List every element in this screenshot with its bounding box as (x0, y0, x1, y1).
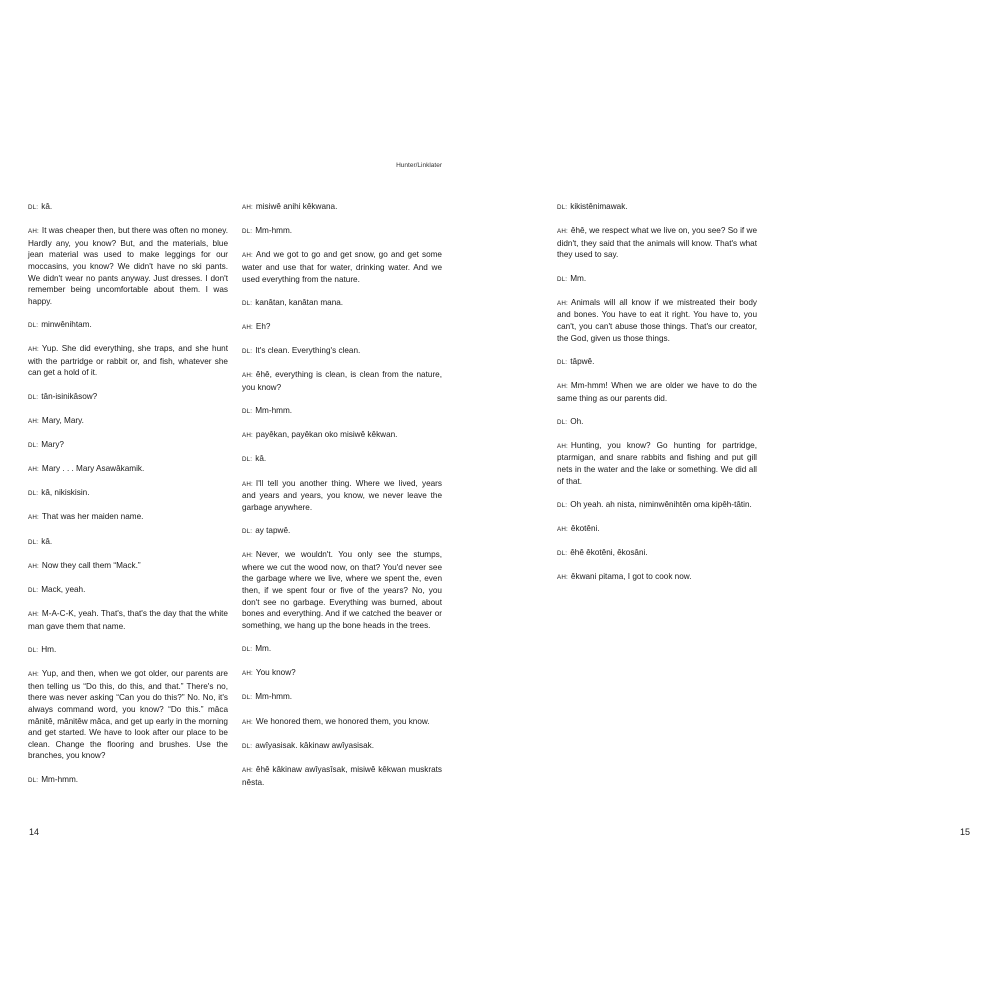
speaker-label: AH: (28, 466, 39, 474)
transcript-paragraph (242, 321, 442, 334)
speaker-label: DL: (557, 418, 568, 426)
speaker-label: DL: (557, 275, 568, 283)
transcript-paragraph (242, 525, 442, 538)
speaker-label: AH: (28, 671, 39, 679)
speaker-label: DL: (557, 550, 568, 558)
transcript-paragraph (242, 478, 442, 514)
transcript-paragraph (28, 644, 228, 657)
transcript-column-middle (242, 201, 442, 800)
transcript-paragraph (242, 691, 442, 704)
utterance-text: Mm. (570, 273, 587, 283)
transcript-paragraph (28, 511, 228, 524)
speaker-label: AH: (242, 204, 253, 211)
utterance-text: That was her maiden name. (41, 512, 144, 522)
speaker-label: AH: (242, 766, 253, 774)
speaker-label: DL: (557, 501, 568, 509)
speaker-label: DL: (28, 646, 39, 654)
speaker-label: DL: (242, 348, 253, 356)
transcript-paragraph (28, 319, 228, 332)
utterance-text: It was cheaper then, but there was often no money. Hardly any, you know? But, and the materials, blue jean material was used to make leggings for our moccasins, you know? We didn't have no ski pants. We didn't wear no pants anyway. Just dresses. I don't remember being uncomfortable about them. I was happy. (28, 226, 228, 306)
speaker-label: AH: (242, 670, 253, 678)
transcript-paragraph (557, 416, 757, 429)
utterance-text: Yup, and then, when we got older, our parents are then telling us “Do this, do this, and that.” There's no, there was never asking “Can you do this?” No. No, it's always command word, you know? “Do this.” mâca mânitê, mânitêw mâca, and get up early in the morning and get started. We have to look after our place to be clean. Change the flooring and brushes. Use the branches, you know? (28, 669, 228, 761)
utterance-text: êhê êkotêni, êkosâni. (570, 548, 648, 558)
utterance-text: M-A-C-K, yeah. That's, that's the day that the white man gave them that name. (28, 609, 228, 631)
speaker-label: DL: (557, 204, 568, 211)
speaker-label: DL: (242, 645, 253, 653)
speaker-label: DL: (242, 299, 253, 307)
utterance-text: Mack, yeah. (41, 585, 86, 594)
transcript-paragraph (557, 225, 757, 261)
utterance-text: Mary . . . Mary Asawâkamik. (41, 464, 145, 474)
transcript-paragraph (242, 345, 442, 358)
utterance-text: Hunting, you know? Go hunting for partridge, ptarmigan, and snare rabbits and fishing and put gill nets in the water and the lake or something. We did all of that. (557, 440, 757, 486)
transcript-paragraph (28, 343, 228, 379)
utterance-text: kanâtan, kanâtan mana. (255, 297, 344, 307)
utterance-text: Mm. (255, 643, 272, 653)
speaker-label: AH: (28, 611, 39, 619)
transcript-paragraph (242, 297, 442, 310)
transcript-paragraph (28, 225, 228, 307)
utterance-text: tân-isinikâsow? (41, 391, 98, 401)
utterance-text: tâpwê. (570, 356, 595, 366)
utterance-text: Oh yeah. ah nista, niminwênihtên oma kipêh-tâtin. (570, 499, 752, 509)
utterance-text: kâ. (255, 454, 267, 464)
utterance-text: êhê kâkinaw awîyasîsak, misiwê kêkwan muskrats nêsta. (242, 764, 442, 787)
transcript-paragraph (28, 463, 228, 476)
transcript-paragraph (242, 453, 442, 466)
speaker-label: DL: (28, 393, 39, 401)
transcript-paragraph (28, 668, 228, 762)
utterance-text: êkwani pitama, I got to cook now. (570, 572, 692, 582)
speaker-label: DL: (28, 587, 39, 594)
transcript-paragraph (28, 536, 228, 549)
transcript-paragraph (242, 549, 442, 631)
transcript-paragraph (557, 499, 757, 512)
speaker-label: DL: (28, 204, 39, 211)
transcript-paragraph (557, 273, 757, 286)
transcript-paragraph (242, 429, 442, 442)
transcript-paragraph (242, 249, 442, 285)
speaker-label: AH: (242, 252, 253, 260)
transcript-paragraph (28, 415, 228, 428)
utterance-text: minwênihtam. (41, 319, 92, 329)
utterance-text: Eh? (255, 321, 271, 331)
utterance-text: Mary? (41, 439, 64, 449)
utterance-text: I'll tell you another thing. Where we lived, years and years and years, you know, we never leave the garbage anywhere. (242, 478, 442, 512)
utterance-text: You know? (255, 668, 296, 678)
speaker-label: DL: (28, 321, 39, 329)
transcript-paragraph (28, 487, 228, 500)
transcript-paragraph (557, 297, 757, 344)
speaker-label: AH: (28, 514, 39, 522)
utterance-text: We honored them, we honored them, you know. (255, 716, 430, 726)
speaker-label: DL: (242, 742, 253, 750)
transcript-paragraph (242, 764, 442, 788)
speaker-label: AH: (28, 346, 39, 354)
utterance-text: And we got to go and get snow, go and get some water and use that for water, drinking water. And we used everything from the nature. (242, 250, 442, 284)
utterance-text: awîyasisak. kâkinaw awîyasisak. (255, 740, 374, 750)
utterance-text: payêkan, payêkan oko misiwê kêkwan. (255, 430, 398, 440)
speaker-label: AH: (242, 480, 253, 488)
transcript-paragraph (28, 774, 228, 787)
transcript-paragraph (557, 380, 757, 404)
speaker-label: AH: (242, 323, 253, 331)
speaker-label: DL: (28, 490, 39, 498)
speaker-label: DL: (242, 456, 253, 464)
transcript-paragraph (242, 740, 442, 753)
speaker-label: AH: (557, 228, 568, 236)
utterance-text: Mm-hmm! When we are older we have to do the same thing as our parents did. (557, 380, 757, 403)
utterance-text: It's clean. Everything's clean. (255, 346, 361, 356)
speaker-label: DL: (242, 694, 253, 702)
speaker-label: AH: (28, 417, 39, 425)
utterance-text: Animals will all know if we mistreated their body and bones. You have to eat it right. You have to, you can't, you can't abuse those things. That's our creator, the God, given us those things. (557, 297, 757, 343)
transcript-paragraph (28, 439, 228, 452)
transcript-paragraph (242, 643, 442, 656)
transcript-paragraph (28, 608, 228, 632)
speaker-label: AH: (242, 432, 253, 440)
transcript-paragraph (242, 369, 442, 393)
transcript-paragraph (28, 560, 228, 573)
speaker-label: DL: (28, 441, 39, 449)
transcript-paragraph (242, 667, 442, 680)
utterance-text: Yup. She did everything, she traps, and she hunt with the partridge or rabbit or, and fish, whatever she can get a hold of it. (28, 344, 228, 378)
utterance-text: Mm-hmm. (41, 774, 79, 784)
transcript-paragraph (557, 201, 757, 214)
speaker-label: AH: (28, 562, 39, 570)
page-number-right: 15 (960, 827, 971, 837)
transcript-paragraph (28, 584, 228, 597)
utterance-text: Mm-hmm. (255, 226, 293, 236)
running-head: Hunter/Linklater (396, 162, 442, 169)
speaker-label: AH: (557, 574, 568, 582)
transcript-paragraph (557, 356, 757, 369)
speaker-label: DL: (557, 358, 568, 366)
utterance-text: Hm. (41, 644, 57, 654)
speaker-label: AH: (28, 228, 39, 236)
transcript-paragraph (242, 405, 442, 418)
utterance-text: êhê, we respect what we live on, you see? So if we didn't, they said that the animals will know. That's what they used to say. (557, 226, 757, 260)
transcript-paragraph (28, 391, 228, 404)
page-number-left: 14 (29, 827, 40, 837)
transcript-paragraph (28, 201, 228, 214)
speaker-label: DL: (28, 538, 39, 546)
utterance-text: êkotêni. (570, 524, 600, 534)
transcript-paragraph (242, 225, 442, 238)
speaker-label: AH: (557, 442, 568, 450)
speaker-label: DL: (242, 528, 253, 536)
utterance-text: Oh. (570, 416, 584, 426)
speaker-label: AH: (557, 299, 568, 307)
transcript-paragraph (557, 571, 757, 584)
speaker-label: DL: (242, 228, 253, 236)
transcript-paragraph (242, 716, 442, 729)
utterance-text: Mm-hmm. (255, 406, 293, 416)
utterance-text: Mary, Mary. (41, 415, 84, 425)
speaker-label: AH: (242, 552, 253, 560)
utterance-text: Never, we wouldn't. You only see the stumps, where we cut the wood now, on that? You'd never see the garbage where we live, where we spent the, even then, if we spent four or five of the years? No, you don't see no garbage. Everything was burned, about bones and everything. And if we catched the beaver or something, we hang up the bone heads in the trees. (242, 550, 442, 630)
speaker-label: AH: (242, 372, 253, 380)
transcript-paragraph (242, 201, 442, 214)
utterance-text: Now they call them “Mack.” (41, 560, 141, 570)
utterance-text: kâ. (41, 536, 53, 546)
speaker-label: AH: (242, 718, 253, 726)
utterance-text: Mm-hmm. (255, 692, 293, 702)
speaker-label: DL: (28, 776, 39, 784)
utterance-text: kâ. (41, 202, 53, 211)
utterance-text: kikistênimawak. (570, 202, 628, 211)
transcript-paragraph (557, 523, 757, 536)
transcript-paragraph (557, 440, 757, 487)
utterance-text: kâ, nikiskisin. (41, 488, 90, 498)
transcript-column-right (557, 201, 757, 596)
utterance-text: êhê, everything is clean, is clean from the nature, you know? (242, 370, 442, 392)
speaker-label: DL: (242, 408, 253, 416)
utterance-text: ay tapwê. (255, 526, 291, 536)
speaker-label: AH: (557, 526, 568, 534)
transcript-column-left (28, 201, 228, 798)
speaker-label: AH: (557, 382, 568, 390)
transcript-paragraph (557, 547, 757, 560)
utterance-text: misiwê anihi kêkwana. (255, 202, 338, 211)
